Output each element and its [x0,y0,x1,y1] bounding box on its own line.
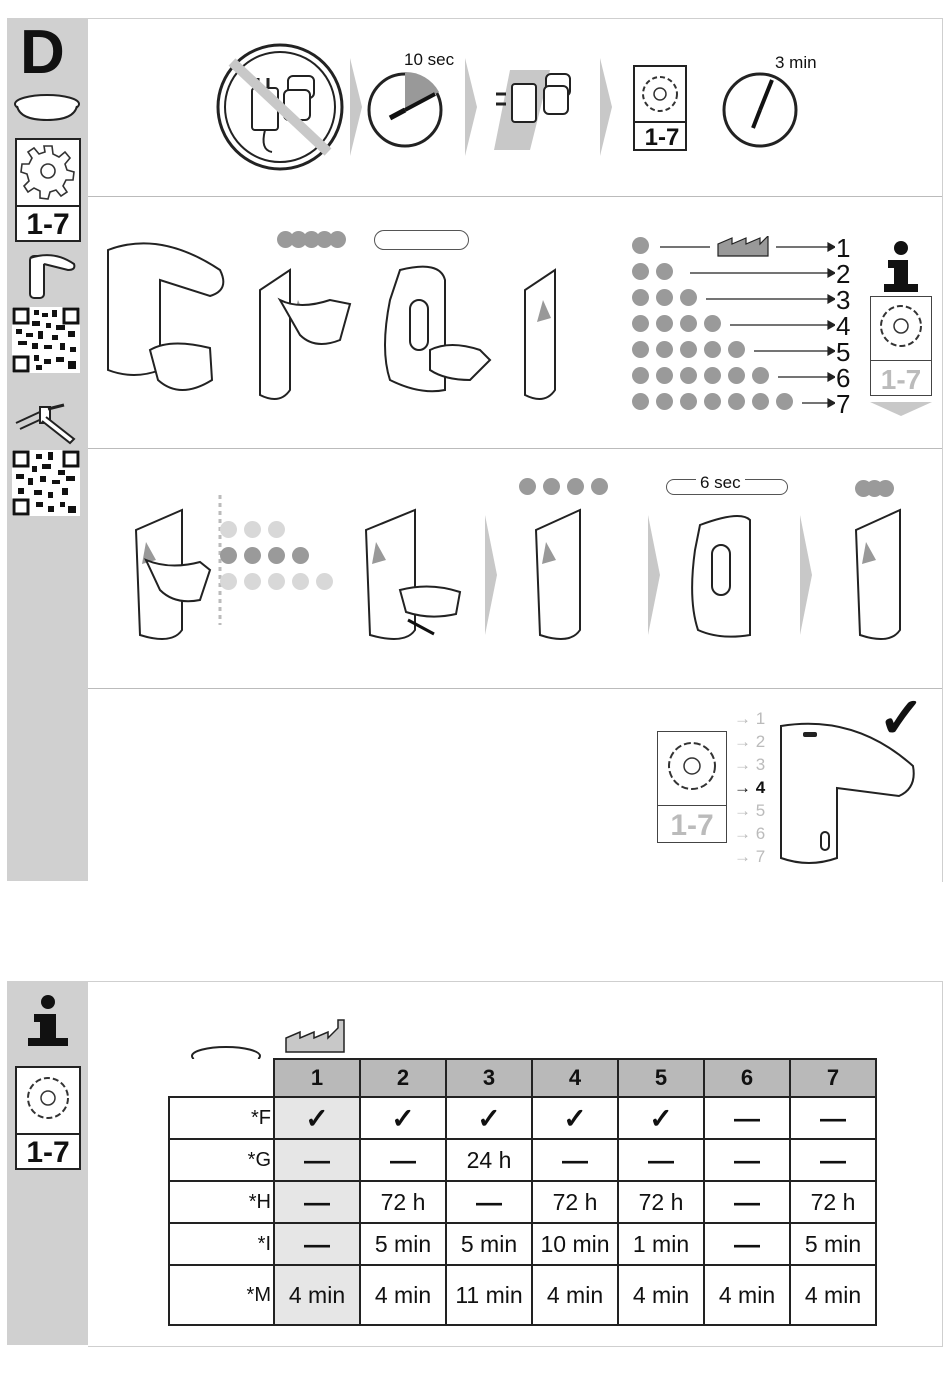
row-label-text: *G [247,1148,271,1171]
row-label [169,1181,274,1223]
divider-1 [88,196,942,197]
table-row [169,1223,876,1265]
check-mark-cell: ✓ [477,1102,501,1134]
row-label [169,1097,274,1139]
table-cell [360,1097,446,1139]
dash-mark: — [734,1228,760,1259]
check-mark-cell: ✓ [305,1102,329,1134]
level-arrows [650,236,835,416]
table-cell [790,1097,876,1139]
dash-mark: — [734,1102,760,1133]
touch-hand-icon-5 [536,510,580,639]
qr-code-icon [12,307,80,373]
step4-level-1: 1 [755,709,766,728]
info-range-label: 1-7 [17,1133,79,1171]
table-cell [360,1265,446,1325]
faucet-small-icon [24,250,80,302]
header-col-2: 2 [360,1059,446,1097]
dash-mark: — [304,1228,330,1259]
table-cell [790,1181,876,1223]
touch-hand-icon-4 [366,510,460,639]
clock-icon [369,72,441,146]
header-col-7: 7 [790,1059,876,1097]
timer-10sec-label: 10 sec [404,50,455,69]
table-cell [704,1265,790,1325]
header-col-6: 6 [704,1059,790,1097]
table-cell [360,1223,446,1265]
table-cell [446,1139,532,1181]
table-cell [790,1139,876,1181]
table-header-row [169,1059,876,1097]
table-cell [704,1097,790,1139]
table-cell [618,1139,704,1181]
step4-level-4: 4 [755,778,766,797]
settings-table [168,1058,877,1326]
divider-2 [88,448,942,449]
table-cell [274,1223,360,1265]
step1-illustration [210,40,930,190]
table-cell [532,1265,618,1325]
step2-dots [277,231,353,249]
table-cell [704,1181,790,1223]
divider-3 [88,688,942,689]
section-letter: D [20,18,65,87]
header-blank [169,1059,274,1097]
step4-level-2: 2 [755,732,766,751]
row-label-text: *F [251,1106,271,1129]
timer-6sec-label: 6 sec [696,473,745,493]
wall-mixer-icon [12,403,78,445]
touch-hand-icon-1 [260,270,350,399]
step4-range-label: 1-7 [658,805,726,846]
header-col-1: 1 [274,1059,360,1097]
info-gear-box [15,1066,81,1170]
cell-value: 5 min [804,1230,862,1257]
table-cell [532,1223,618,1265]
table-cell [532,1097,618,1139]
table-cell [790,1265,876,1325]
step4-level-5: 5 [755,801,766,820]
level-6: 6 [836,363,851,393]
down-arrow-icon [870,402,932,416]
table-cell [446,1181,532,1223]
step3-dots-mid [519,478,615,496]
table-cell [446,1265,532,1325]
cell-value: 4 min [632,1281,690,1308]
plug-in-icon [494,70,570,150]
touch-hand-icon-3 [136,510,210,639]
table-cell [274,1181,360,1223]
basin-icon [12,92,82,124]
dash-mark: — [390,1144,416,1175]
row-label-text: *M [246,1283,271,1306]
dash-mark: — [476,1186,502,1217]
step2-empty-bar [374,230,469,250]
level-4: 4 [836,311,851,341]
row-label-text: *I [257,1232,271,1255]
cell-value: 4 min [804,1281,862,1308]
step3-dots-left [220,521,340,591]
header-col-4: 4 [532,1059,618,1097]
touch-hand-icon-6 [856,510,900,639]
info-icon-large [24,994,74,1046]
cell-value: 4 min [288,1281,346,1308]
touch-hand-icon-2 [525,270,555,399]
table-cell [618,1181,704,1223]
table-row [169,1139,876,1181]
level-5: 5 [836,337,851,367]
gear-icon-right [871,297,931,355]
dash-mark: — [734,1144,760,1175]
cell-value: 72 h [380,1188,426,1215]
gear-icon-info [17,1068,79,1128]
cell-value: 24 h [466,1146,512,1173]
cell-value: 4 min [374,1281,432,1308]
cell-value: 72 h [810,1188,856,1215]
header-col-5: 5 [618,1059,704,1097]
table-cell [360,1181,446,1223]
step4-gear-box [657,731,727,843]
check-mark-cell: ✓ [391,1102,415,1134]
step3-dots-right [855,480,901,498]
table-cell [532,1181,618,1223]
check-mark-cell: ✓ [649,1102,673,1134]
level-7: 7 [836,389,851,419]
dash-mark: — [304,1186,330,1217]
gear-icon [17,140,79,200]
step4-level-7: 7 [755,847,766,866]
range-label: 1-7 [17,205,79,243]
level-3: 3 [836,285,851,315]
dash-mark: — [734,1186,760,1217]
clock-icon-2 [724,74,796,146]
timer-3min-label: 3 min [775,53,817,72]
gear-box-right [870,296,932,396]
cell-value: 5 min [460,1230,518,1257]
table-cell [360,1139,446,1181]
dash-mark: — [820,1102,846,1133]
row-label [169,1139,274,1181]
cell-value: 72 h [638,1188,684,1215]
table-cell [704,1223,790,1265]
step4-level-3: 3 [755,755,766,774]
check-mark-cell: ✓ [563,1102,587,1134]
table-cell [532,1139,618,1181]
cell-value: 1 min [632,1230,690,1257]
cell-value: 4 min [546,1281,604,1308]
step2-illustration [100,230,600,440]
table-cell [704,1139,790,1181]
table-cell [618,1097,704,1139]
touch-panel-icon [385,267,490,392]
table-row [169,1097,876,1139]
table-cell [790,1223,876,1265]
level-2: 2 [836,259,851,289]
factory-icon [284,1018,348,1054]
table-cell [274,1097,360,1139]
info-icon [878,240,924,292]
table-cell [618,1223,704,1265]
table-cell [446,1097,532,1139]
check-mark: ✓ [878,686,925,749]
cell-value: 72 h [552,1188,598,1215]
table-row [169,1265,876,1325]
dash-mark: — [304,1144,330,1175]
table-cell [618,1265,704,1325]
cell-value: 10 min [540,1230,610,1257]
table-cell [274,1139,360,1181]
dash-mark: — [562,1144,588,1175]
cell-value: 11 min [455,1281,523,1308]
table-row [169,1181,876,1223]
level-1: 1 [836,233,851,263]
row-label [169,1265,274,1325]
range-label-grey: 1-7 [871,360,931,399]
cell-value: 5 min [374,1230,432,1257]
step4-level-6: 6 [755,824,766,843]
touch-panel-icon-2 [692,516,750,637]
header-col-3: 3 [446,1059,532,1097]
dash-mark: — [648,1144,674,1175]
step1-range-label: 1-7 [644,124,680,151]
no-power-icon [218,45,342,169]
sidebar-gear-box [15,138,81,242]
gear-icon-step4 [658,732,726,800]
qr-code-icon-2 [12,450,80,516]
table-cell [446,1223,532,1265]
cell-value: 4 min [718,1281,776,1308]
step4-levels: → 1 → 2 → 3 → 4 → 5 → 6 → 7 [734,709,766,866]
table-cell [274,1265,360,1325]
row-label [169,1223,274,1265]
dash-mark: — [820,1144,846,1175]
row-label-text: *H [248,1190,271,1213]
faucet-hand-icon [108,243,223,390]
